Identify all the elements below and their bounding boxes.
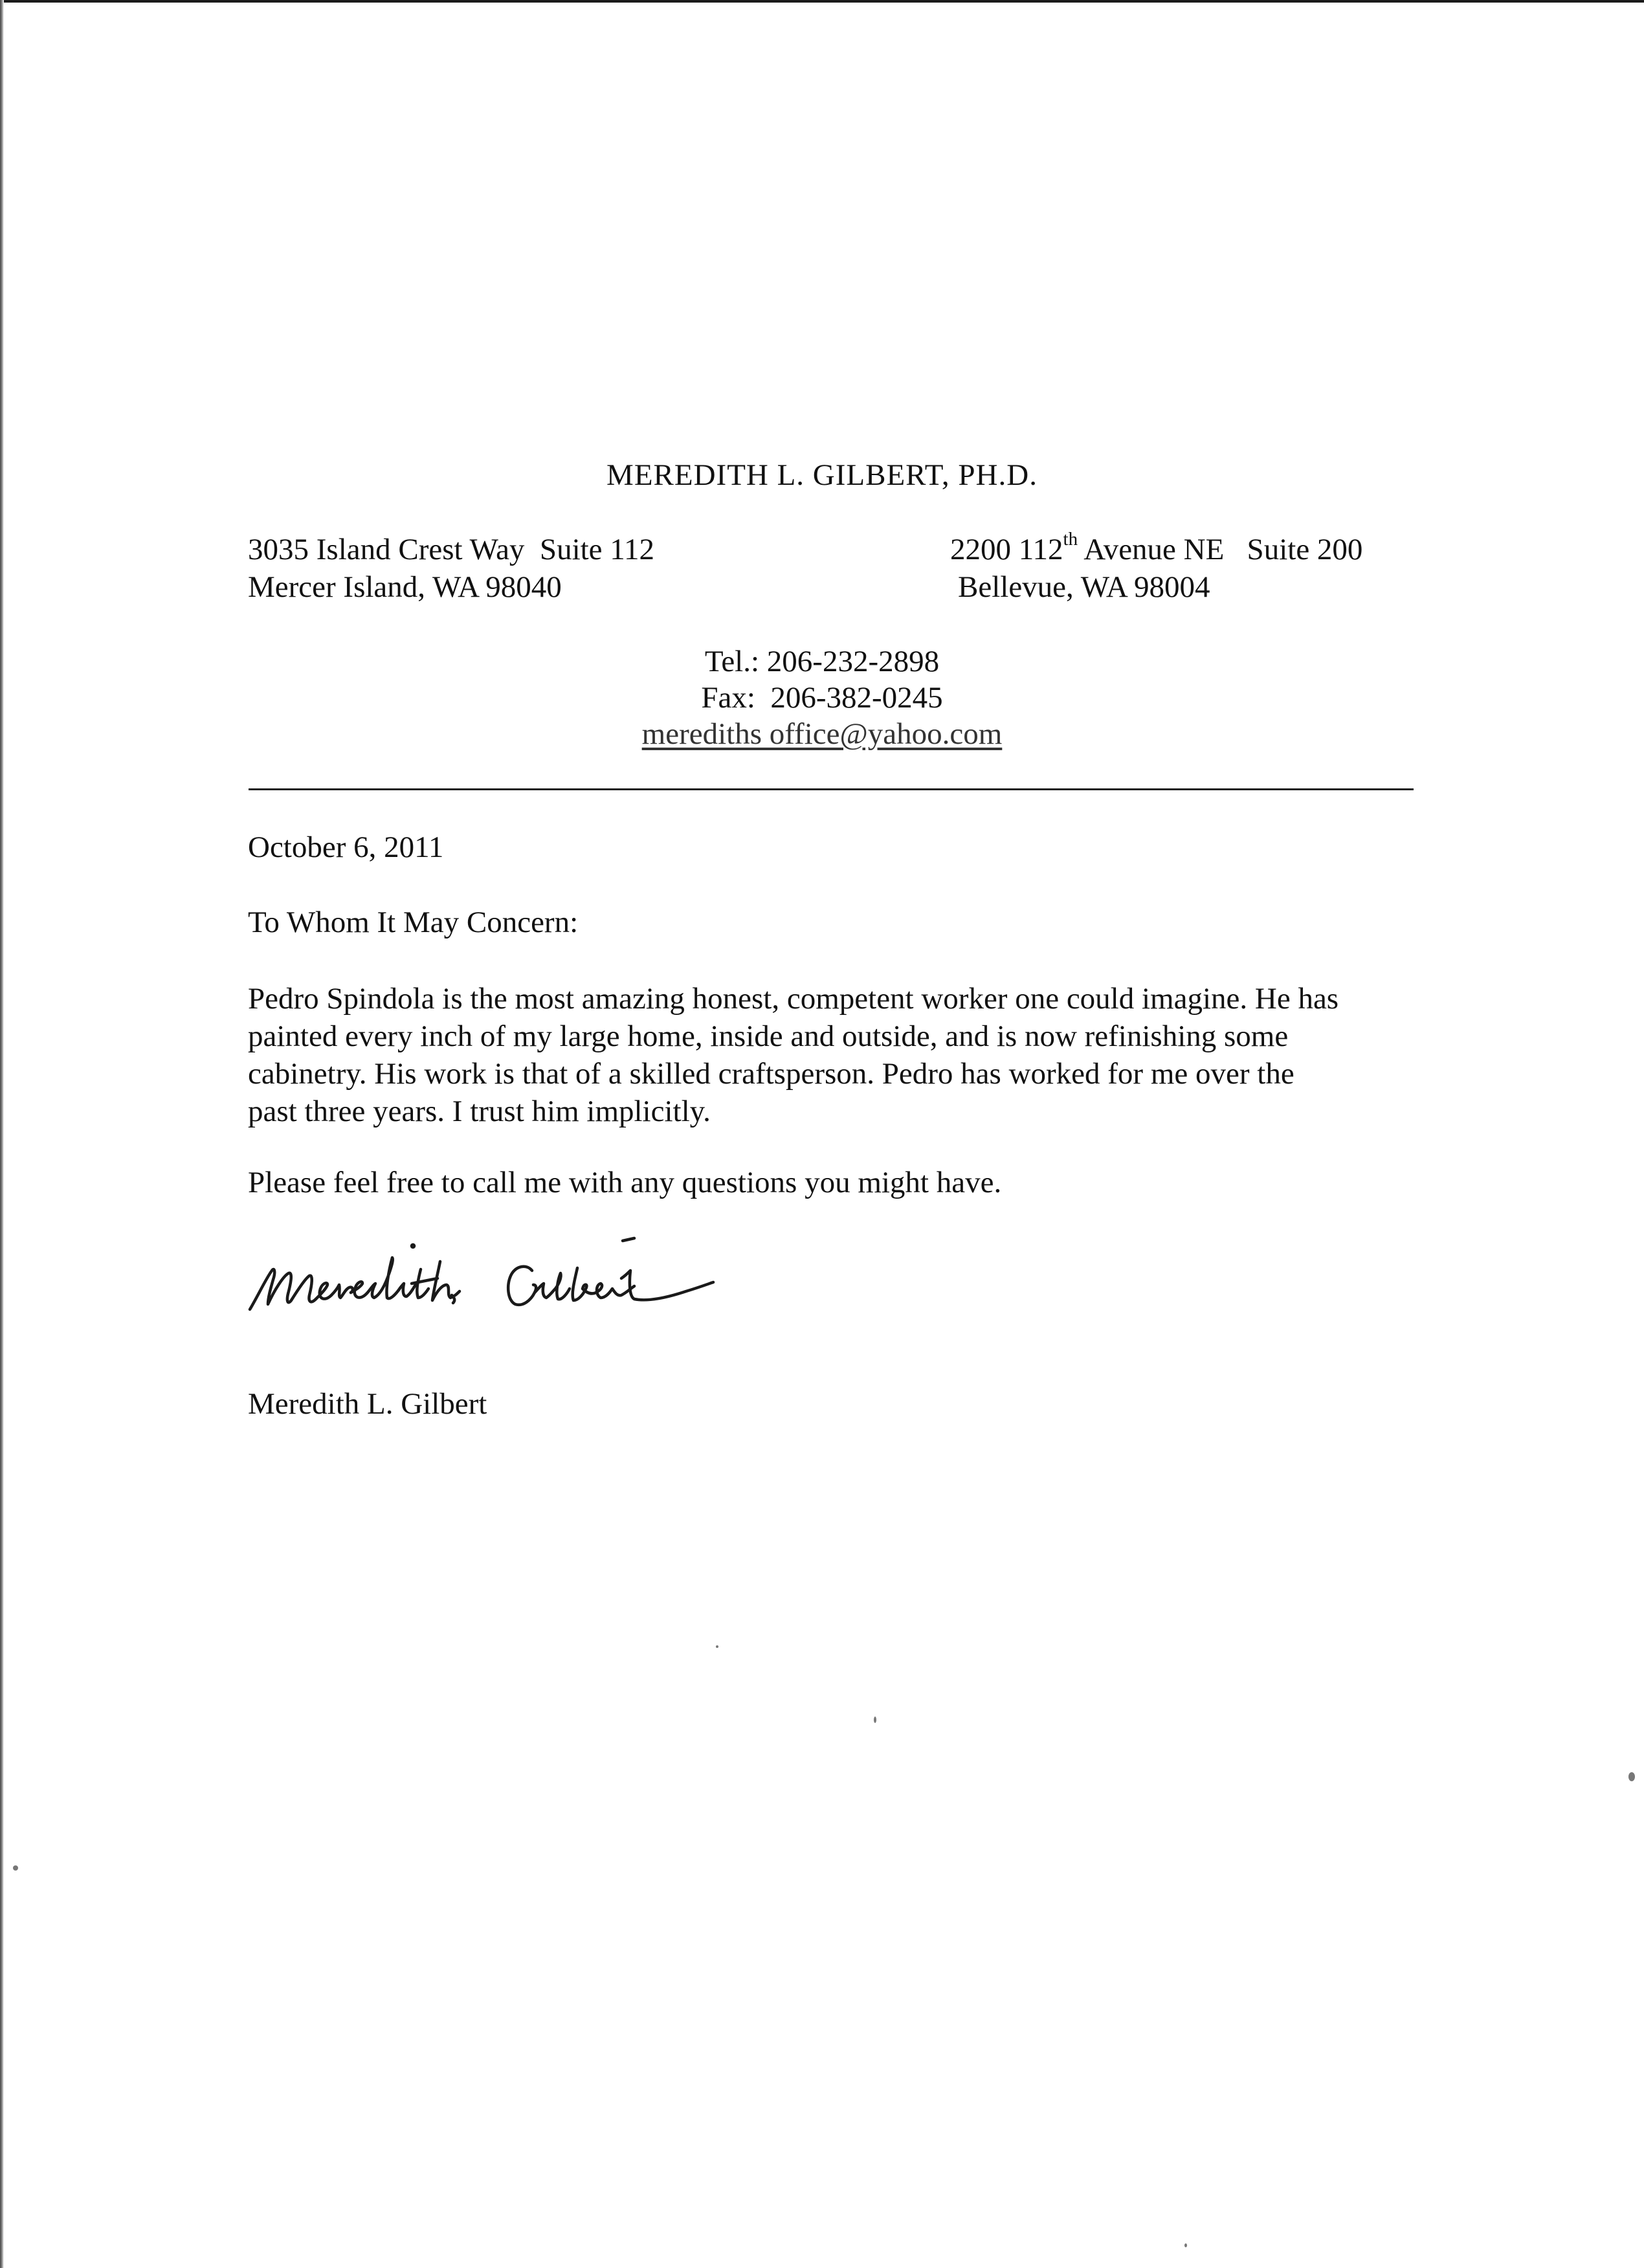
scan-edge-top — [0, 0, 1644, 3]
scan-speck — [1628, 1772, 1635, 1781]
handwritten-signature — [246, 1233, 828, 1337]
contact-block — [0, 643, 1644, 752]
email-link[interactable]: merediths office@yahoo.com — [641, 717, 1003, 751]
address-left-line2: Mercer Island, WA 98040 — [248, 570, 562, 604]
address-right-street-rest: Avenue NE Suite 200 — [1078, 533, 1363, 566]
address-mercer-island — [248, 531, 654, 606]
salutation: To Whom It May Concern: — [248, 906, 579, 939]
scan-speck — [716, 1645, 718, 1648]
letterhead-name: MEREDITH L. GILBERT, PH.D. — [606, 458, 1038, 492]
address-right-line2: Bellevue, WA 98004 — [958, 570, 1210, 604]
scan-speck — [1184, 2243, 1187, 2247]
telephone: Tel.: 206-232-2898 — [704, 645, 940, 678]
address-right-street-number: 2200 112 — [950, 533, 1063, 566]
letter-date: October 6, 2011 — [248, 830, 444, 864]
ordinal-suffix: th — [1063, 529, 1078, 550]
scan-edge-left — [0, 0, 4, 2268]
letterhead-divider — [249, 788, 1414, 790]
body-paragraph — [248, 980, 1413, 1130]
body-line: past three years. I trust him implicitly. — [248, 1095, 711, 1128]
address-right-line1 — [950, 531, 1362, 568]
closing-line: Please feel free to call me with any questions you might have. — [248, 1166, 1002, 1199]
body-line: Pedro Spindola is the most amazing honest, competent worker one could imagine. He has — [248, 982, 1339, 1016]
scan-speck — [874, 1717, 876, 1723]
body-line: painted every inch of my large home, inside and outside, and is now refinishing some — [248, 1019, 1289, 1053]
signer-name: Meredith L. Gilbert — [248, 1387, 487, 1421]
address-bellevue — [950, 531, 1362, 606]
body-line: cabinetry. His work is that of a skilled craftsperson. Pedro has worked for me over the — [248, 1057, 1294, 1091]
fax: Fax: 206-382-0245 — [701, 681, 943, 715]
scan-speck — [13, 1865, 18, 1871]
address-left-line1: 3035 Island Crest Way Suite 112 — [248, 533, 655, 566]
